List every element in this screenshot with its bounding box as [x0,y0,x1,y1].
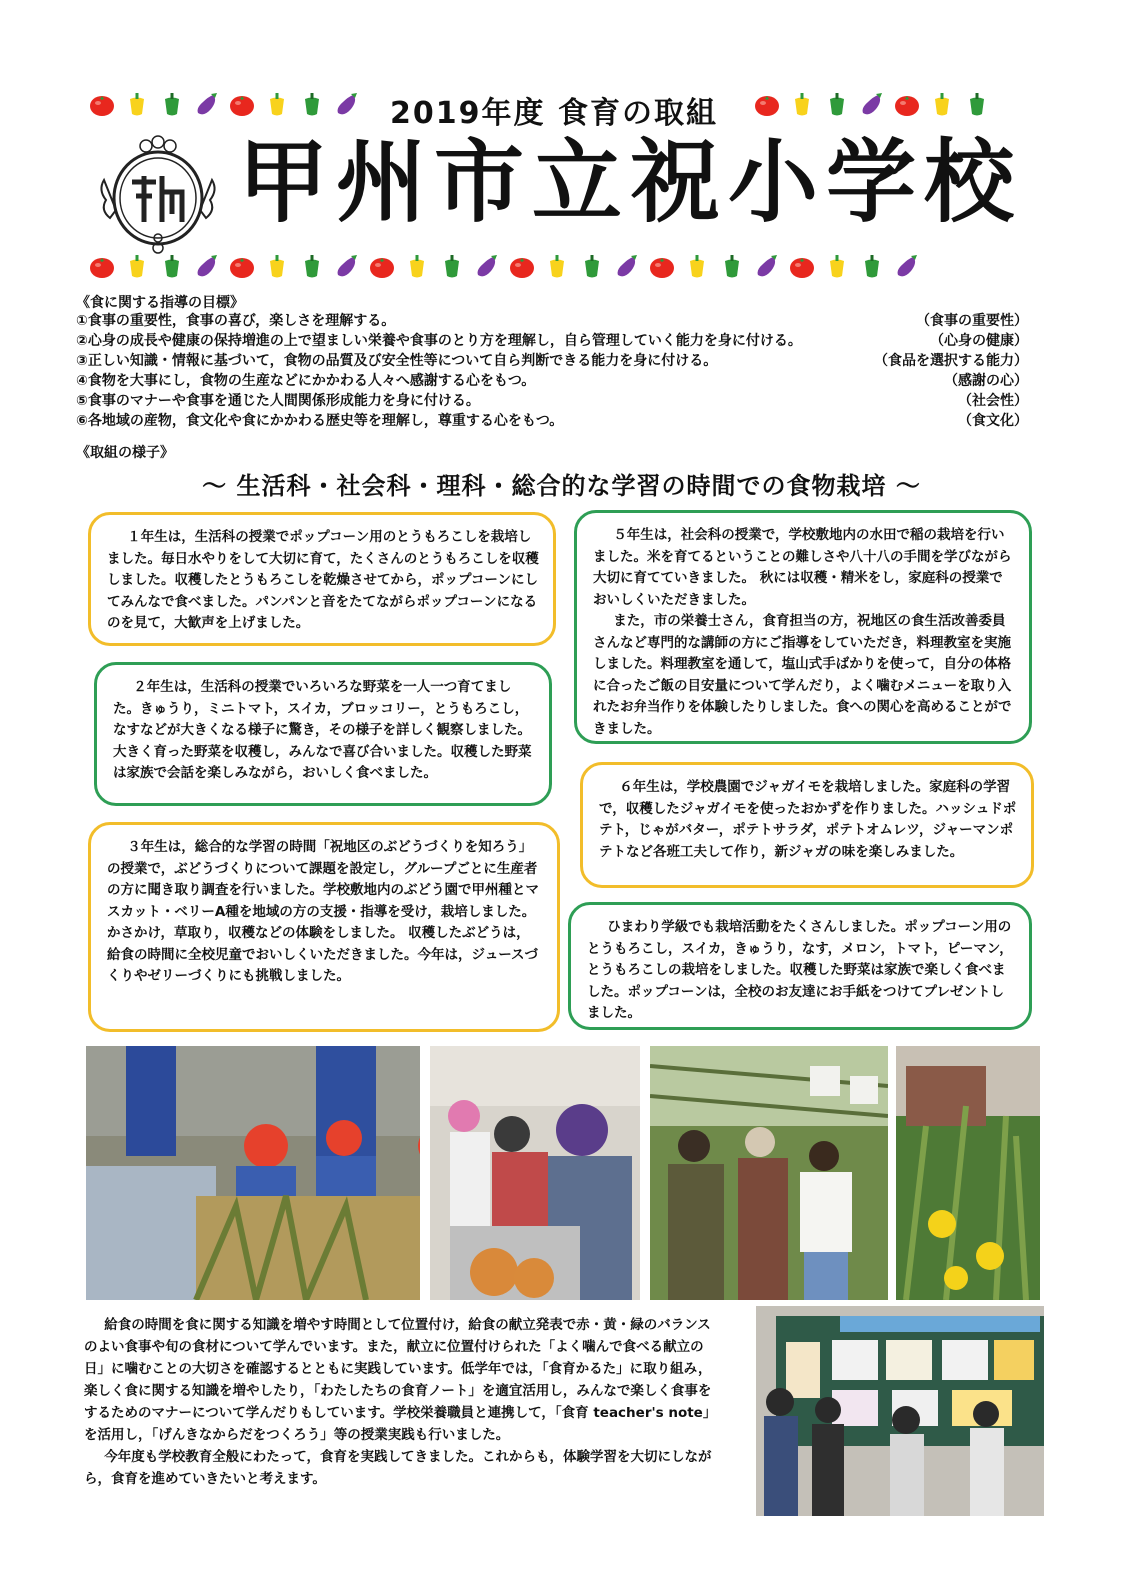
goal-item [76,311,1036,331]
pepper-green-icon [438,252,466,280]
eggplant-icon [333,252,361,280]
grade2-box [94,662,552,806]
pepper-green-icon [823,90,851,118]
tomato-icon [893,90,921,118]
goal-text: ⑥各地域の産物，食文化や食にかかわる歴史等を理解し，尊重する心をもつ。 [76,413,564,429]
goal-text: ①食事の重要性，食事の喜び，楽しさを理解する。 [76,313,396,329]
pepper-green-icon [718,252,746,280]
school-emblem-icon [96,130,220,260]
pepper-yellow-icon [403,252,431,280]
eggplant-icon [193,252,221,280]
eggplant-icon [753,252,781,280]
tomato-icon [508,252,536,280]
pepper-green-icon [158,252,186,280]
grade2-text: ２年生は，生活科の授業でいろいろな野菜を一人一つ育てました。きゅうり，ミニトマト，スイカ，ブロッコリー，とうもろこし，なすなどが大きくなる様子に驚き，その様子を詳しく観察しました。大きく育った野菜を収穫し，みんなで喜び合いました。収穫した野菜は家族で会話を楽しみながら，おいしく食べました。 [113,679,532,781]
goal-category: （食事の重要性） [916,313,1028,329]
closing-paragraph-1: 給食の時間を食に関する知識を増やす時間として位置付け，給食の献立発表で赤・黄・緑のバランスのよい食事や旬の食材について学んでいます。また，献立に位置付けられた「よく噛んで食べる献立の日」に噛むことの大切さを確認するとともに実践しています。低学年では，「食育かるた」に取り組み，楽しく食に関する知識を増やしたり，「わたしたちの食育ノート」を適宜活用し，みんなで楽しく食事をするためのマナーについて学んだりもしています。学校栄養職員と連携して，「食育 teacher's note」を活用し，「げんきなからだをつくろう」等の授業実践も行いました。 [84,1317,712,1443]
pepper-green-icon [963,90,991,118]
activities-header: 《取組の様子》 [76,445,174,461]
pepper-yellow-icon [543,252,571,280]
goals-header: 《食に関する指導の目標》 [76,295,244,311]
photo-grape-vineyard [650,1046,888,1300]
pepper-yellow-icon [683,252,711,280]
grade1-box [88,512,556,646]
pepper-green-icon [858,252,886,280]
grade6-box [580,762,1034,888]
tomato-icon [88,252,116,280]
pepper-green-icon [298,90,326,118]
tomato-icon [228,90,256,118]
goal-category: （心身の健康） [930,333,1028,349]
pepper-green-icon [158,90,186,118]
goal-category: （食文化） [958,413,1028,429]
year-title: 2019年度 食育の取組 [390,96,718,131]
eggplant-icon [473,252,501,280]
eggplant-icon [858,90,886,118]
tomato-icon [648,252,676,280]
eggplant-icon [613,252,641,280]
grade5-box [574,510,1032,744]
goal-text: ②心身の成長や健康の保持増進の上で望ましい栄養や食事のとり方を理解し，自ら管理していく能力を身に付ける。 [76,333,802,349]
pepper-yellow-icon [928,90,956,118]
goal-category: （感謝の心） [944,373,1028,389]
school-name: 甲州市立祝小学校 [238,130,1022,235]
closing-text [84,1314,716,1490]
goal-category: （社会性） [958,393,1028,409]
photo-corn-field [896,1046,1040,1300]
veg-row-top-right [753,90,991,118]
goal-text: ⑤食事のマナーや食事を通じた人間関係形成能力を身に付ける。 [76,393,480,409]
photo-cooking-class [430,1046,640,1300]
pepper-yellow-icon [123,90,151,118]
eggplant-icon [193,90,221,118]
goal-item [76,371,1036,391]
pepper-yellow-icon [263,90,291,118]
grade6-text: ６年生は，学校農園でジャガイモを栽培しました。家庭科の学習で，収穫したジャガイモを使ったおかずを作りました。ハッシュドポテト，じゃがバター，ポテトサラダ，ポテトオムレツ，ジャーマンポテトなど各班工夫して作り，新ジャガの味を楽しみました。 [599,779,1017,860]
pepper-yellow-icon [263,252,291,280]
goal-item [76,331,1036,351]
photo-classroom-board [756,1306,1044,1516]
pepper-yellow-icon [123,252,151,280]
grade1-text: １年生は，生活科の授業でポップコーン用のとうもろこしを栽培しました。毎日水やりをして大切に育て，たくさんのとうもろこしを収穫しました。収穫したとうもろこしを乾燥させてから，ポップコーンにしてみんなで食べました。パンパンと音をたてながらポップコーンになるのを見て，大歓声を上げました。 [107,529,539,631]
pepper-yellow-icon [788,90,816,118]
himawari-text: ひまわり学級でも栽培活動をたくさんしました。ポップコーン用のとうもろこし，スイカ，きゅうり，なす，メロン，トマト，ピーマン，とうもろこしの栽培をしました。収穫した野菜は家族で楽しく食べました。ポップコーンは，全校のお友達にお手紙をつけてプレゼントしました。 [587,919,1013,1021]
tomato-icon [788,252,816,280]
pepper-yellow-icon [823,252,851,280]
grade5-text-1: ５年生は，社会科の授業で，学校敷地内の水田で稲の栽培を行いました。米を育てるということの難しさや八十八の手間を学びながら大切に育てていきました。 秋には収穫・精米をし，家庭科の授業でおいしくいただきました。 [593,527,1012,608]
veg-row-top-left [88,90,361,118]
eggplant-icon [893,252,921,280]
pepper-green-icon [578,252,606,280]
photo-rice-harvest [86,1046,420,1300]
goal-item [76,411,1036,431]
tomato-icon [753,90,781,118]
goal-category: （食品を選択する能力） [874,353,1028,369]
grade5-text-2: また，市の栄養士さん，食育担当の方，祝地区の食生活改善委員さんなど専門的な講師の方にご指導をしていただき，料理教室を実施しました。料理教室を通して，塩山式手ばかりを使って，自分の体格に合ったご飯の目安量について学んだり，よく噛むメニューを取り入れたお弁当作りを体験したりしました。食への関心を高めることができました。 [593,613,1012,737]
tomato-icon [368,252,396,280]
closing-paragraph-2: 今年度も学校教育全般にわたって，食育を実践してきました。これからも，体験学習を大切にしながら，食育を進めていきたいと考えます。 [84,1449,712,1487]
tomato-icon [88,90,116,118]
veg-row-bottom [88,252,921,280]
himawari-box [568,902,1032,1030]
grade3-box [88,822,560,1032]
pepper-green-icon [298,252,326,280]
goal-text: ④食物を大事にし，食物の生産などにかかわる人々へ感謝する心をもつ。 [76,373,536,389]
tomato-icon [228,252,256,280]
goal-item [76,351,1036,371]
goal-text: ③正しい知識・情報に基づいて，食物の品質及び安全性等について自ら判断できる能力を身に付ける。 [76,353,718,369]
activities-title: ～ 生活科・社会科・理科・総合的な学習の時間での食物栽培 ～ [202,472,921,500]
eggplant-icon [333,90,361,118]
goal-item [76,391,1036,411]
grade3-text: ３年生は，総合的な学習の時間「祝地区のぶどうづくりを知ろう」の授業で，ぶどうづくりについて課題を設定し，グループごとに生産者の方に聞き取り調査を行いました。学校敷地内のぶどう園で甲州種とマスカット・ベリーA種を地域の方の支援・指導を受け，栽培しました。かさかけ，草取り，収穫などの体験をしました。 収穫したぶどうは，給食の時間に全校児童でおいしくいただきました。今年は，ジュースづくりやゼリーづくりにも挑戦しました。 [107,839,539,984]
